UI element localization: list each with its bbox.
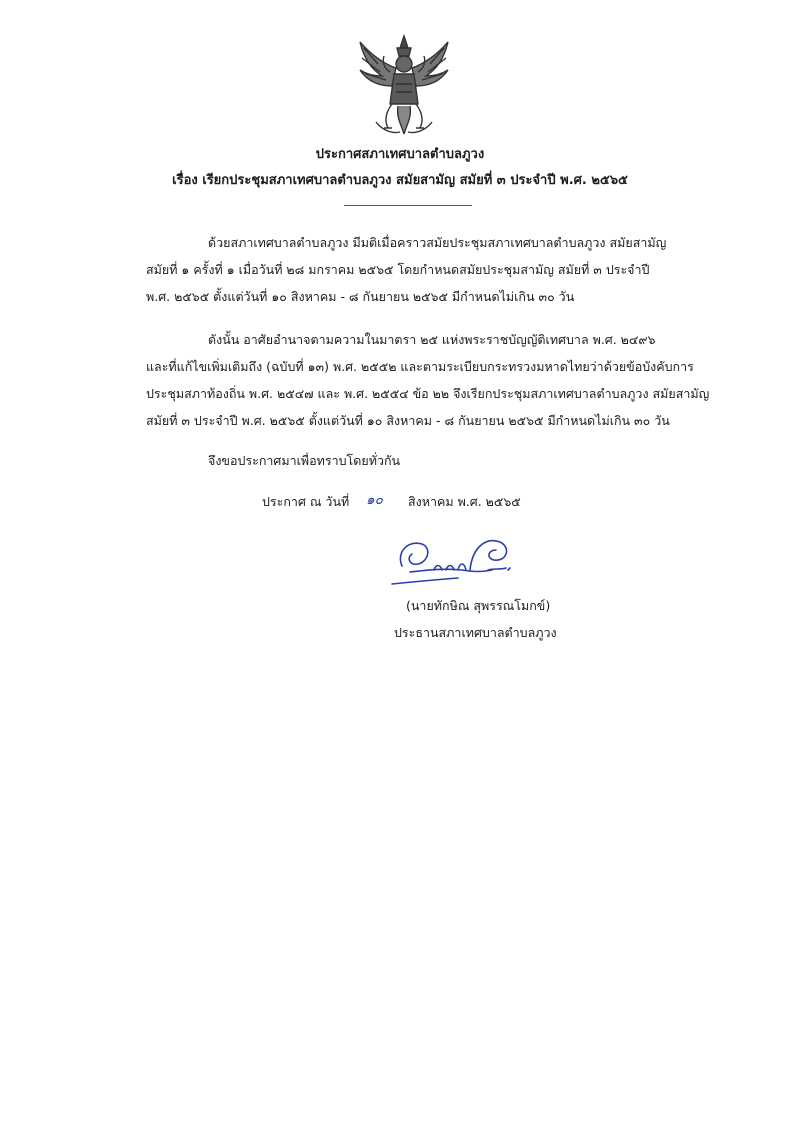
- garuda-emblem-icon: [356, 34, 452, 138]
- date-day-handwritten: ๑๐: [366, 492, 383, 508]
- paragraph2-line: สมัยที่ ๓ ประจำปี พ.ศ. ๒๕๖๕ ตั้งแต่วันที่ ๑๐ สิงหาคม - ๘ กันยายน ๒๕๖๕ มีกำหนดไม่เกิน ๓๐ วัน: [146, 413, 670, 428]
- title-divider: [344, 205, 472, 206]
- date-suffix: สิงหาคม พ.ศ. ๒๕๖๕: [408, 494, 521, 509]
- closing-statement: จึงขอประกาศมาเพื่อทราบโดยทั่วกัน: [208, 453, 401, 468]
- paragraph2-line: และที่แก้ไขเพิ่มเติมถึง (ฉบับที่ ๑๓) พ.ศ. ๒๕๕๒ และตามระเบียบกระทรวงมหาดไทยว่าด้วยข้อบังคับการ: [146, 359, 694, 374]
- paragraph1-line: สมัยที่ ๑ ครั้งที่ ๑ เมื่อวันที่ ๒๘ มกราคม ๒๕๖๕ โดยกำหนดสมัยประชุมสามัญ สมัยที่ ๓ ประจำปี: [146, 262, 650, 277]
- announcement-subject: เรื่อง เรียกประชุมสภาเทศบาลตำบลภูวง สมัยสามัญ สมัยที่ ๓ ประจำปี พ.ศ. ๒๕๖๕: [172, 173, 628, 188]
- announcement-title: ประกาศสภาเทศบาลตำบลภูวง: [315, 147, 485, 162]
- paragraph1-line: ด้วยสภาเทศบาลตำบลภูวง มีมติเมื่อคราวสมัยประชุมสภาเทศบาลตำบลภูวง สมัยสามัญ: [208, 235, 667, 250]
- paragraph2-line: ดังนั้น อาศัยอำนาจตามความในมาตรา ๒๕ แห่งพระราชบัญญัติเทศบาล พ.ศ. ๒๔๙๖: [208, 332, 656, 347]
- paragraph1-line: พ.ศ. ๒๕๖๕ ตั้งแต่วันที่ ๑๐ สิงหาคม - ๘ กันยายน ๒๕๖๕ มีกำหนดไม่เกิน ๓๐ วัน: [146, 289, 575, 304]
- handwritten-signature: [388, 530, 520, 592]
- signer-name: (นายทักษิณ สุพรรณโมกข์): [406, 598, 551, 613]
- date-prefix: ประกาศ ณ วันที่: [262, 494, 350, 509]
- paragraph2-line: ประชุมสภาท้องถิ่น พ.ศ. ๒๕๔๗ และ พ.ศ. ๒๕๕๔ ข้อ ๒๒ จึงเรียกประชุมสภาเทศบาลตำบลภูวง สมัยสามัญ: [146, 386, 710, 401]
- signer-position: ประธานสภาเทศบาลตำบลภูวง: [394, 625, 557, 640]
